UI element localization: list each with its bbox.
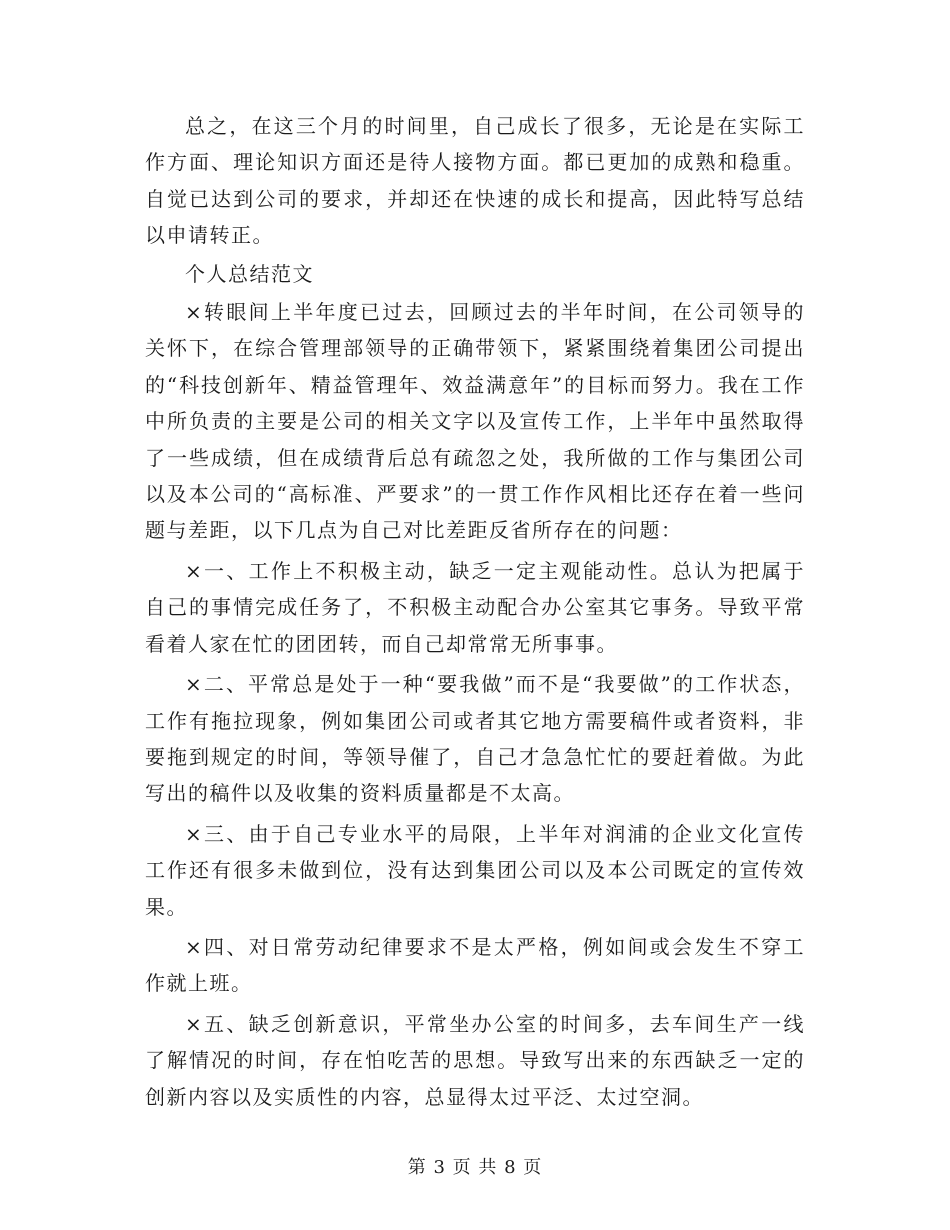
section-heading: 个人总结范文 bbox=[185, 261, 314, 286]
paragraph-issue-3: ×三、由于自己专业水平的局限，上半年对润浦的企业文化宣传工作还有很多未做到位，没有达到集团公司以及本公司既定的宣传效果。 bbox=[145, 821, 805, 919]
paragraph-issue-1: ×一、工作上不积极主动，缺乏一定主观能动性。总认为把属于自己的事情完成任务了，不积极主动配合办公室其它事务。导致平常看着人家在忙的团团转，而自己却常常无所事事。 bbox=[145, 558, 805, 656]
page-number-footer: 第 3 页 共 8 页 bbox=[407, 1157, 543, 1178]
paragraph-issue-5: ×五、缺乏创新意识，平常坐办公室的时间多，去车间生产一线了解情况的时间，存在怕吃苦的思想。导致写出来的东西缺乏一定的创新内容以及实质性的内容，总显得太过平泛、太过空洞。 bbox=[145, 1011, 805, 1109]
paragraph-issue-4: ×四、对日常劳动纪律要求不是太严格，例如间或会发生不穿工作就上班。 bbox=[145, 934, 805, 996]
paragraph-intro: ×转眼间上半年度已过去，回顾过去的半年时间，在公司领导的关怀下，在综合管理部领导的正确带领下，紧紧围绕着集团公司提出的“科技创新年、精益管理年、效益满意年”的目标而努力。我在工作中所负责的主要是公司的相关文字以及宣传工作，上半年中虽然取得了一些成绩，但在成绩背后总有疏忽之处，我所做的工作与集团公司以及本公司的“高标准、严要求”的一贯工作作风相比还存在着一些问题与差距，以下几点为自己对比差距反省所存在的问题： bbox=[145, 300, 805, 543]
paragraph-issue-2: ×二、平常总是处于一种“要我做”而不是“我要做”的工作状态，工作有拖拉现象，例如集团公司或者其它地方需要稿件或者资料，非要拖到规定的时间，等领导催了，自己才急急忙忙的要赶着做。为此写出的稿件以及收集的资料质量都是不太高。 bbox=[145, 672, 805, 806]
paragraph-summary: 总之，在这三个月的时间里，自己成长了很多，无论是在实际工作方面、理论知识方面还是待人接物方面。都已更加的成熟和稳重。自觉已达到公司的要求，并却还在快速的成长和提高，因此特写总结以申请转正。 bbox=[145, 114, 805, 248]
document-body bbox=[145, 108, 805, 1117]
